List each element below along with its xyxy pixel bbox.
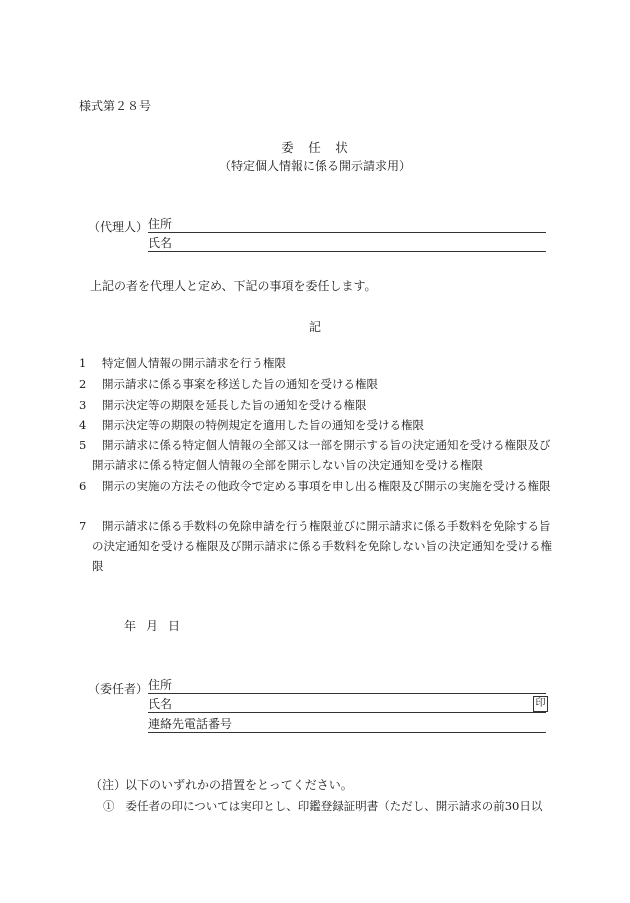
list-item — [79, 476, 554, 496]
list-item — [79, 353, 554, 373]
list-item — [79, 435, 554, 475]
item-number: 6 — [79, 479, 87, 493]
principal-name-label: 氏名 — [148, 697, 173, 711]
note-item-marker: ① — [103, 799, 115, 813]
item-text: 特定個人情報の開示請求を行う権限 — [102, 356, 286, 370]
item-text: 開示請求に係る手数料の免除申請を行う権限並びに開示請求に係る手数料を免除する旨の決定通知を受ける権限及び開示請求に係る手数料を免除しない旨の決定通知を受ける権限 — [92, 519, 552, 573]
document-subtitle: （特定個人情報に係る開示請求用） — [218, 159, 411, 173]
item-text: 開示請求に係る事案を移送した旨の通知を受ける権限 — [102, 377, 378, 391]
agent-name-field[interactable] — [148, 235, 546, 252]
principal-phone-label: 連絡先電話番号 — [148, 717, 233, 731]
list-item — [79, 516, 554, 576]
ki-heading: 記 — [308, 320, 321, 334]
document-title: 委 任 状 — [281, 140, 349, 155]
item-number: 4 — [79, 418, 87, 432]
seal-mark: 印 — [533, 696, 548, 712]
principal-address-label: 住所 — [148, 678, 173, 692]
note-item-text: 委任者の印については実印とし、印鑑登録証明書（ただし、開示請求の前30日以 — [125, 799, 543, 813]
item-text: 開示決定等の期限の特例規定を適用した旨の通知を受ける権限 — [102, 418, 424, 432]
delegation-statement: 上記の者を代理人と定め、下記の事項を委任します。 — [90, 279, 377, 293]
item-number: 1 — [79, 356, 87, 370]
agent-label: （代理人） — [88, 220, 149, 234]
principal-phone-field[interactable] — [148, 716, 546, 733]
item-number: 5 — [79, 438, 87, 452]
agent-address-field[interactable] — [148, 216, 546, 233]
principal-name-field[interactable] — [148, 696, 546, 713]
list-item — [79, 374, 554, 394]
item-text: 開示決定等の期限を延長した旨の通知を受ける権限 — [102, 398, 367, 412]
agent-name-label: 氏名 — [148, 236, 173, 250]
note-item — [103, 798, 542, 814]
item-number: 7 — [79, 519, 87, 533]
list-item — [79, 415, 554, 435]
form-number: 様式第２８号 — [79, 99, 152, 113]
note-text: 以下のいずれかの措置をとってください。 — [125, 778, 353, 792]
item-number: 3 — [79, 398, 87, 412]
item-text: 開示の実施の方法その他政令で定める事項を申し出る権限及び開示の実施を受ける権限 — [102, 479, 551, 493]
item-text: 開示請求に係る特定個人情報の全部又は一部を開示する旨の決定通知を受ける権限及び開示請求に係る特定個人情報の全部を開示しない旨の決定通知を受ける権限 — [92, 438, 551, 472]
item-number: 2 — [79, 377, 87, 391]
list-item — [79, 395, 554, 415]
principal-address-field[interactable] — [148, 677, 546, 694]
principal-label: （委任者） — [88, 682, 149, 696]
note-label: （注） — [90, 778, 127, 792]
agent-address-label: 住所 — [148, 217, 173, 231]
date-line: 年月日 — [124, 619, 191, 633]
